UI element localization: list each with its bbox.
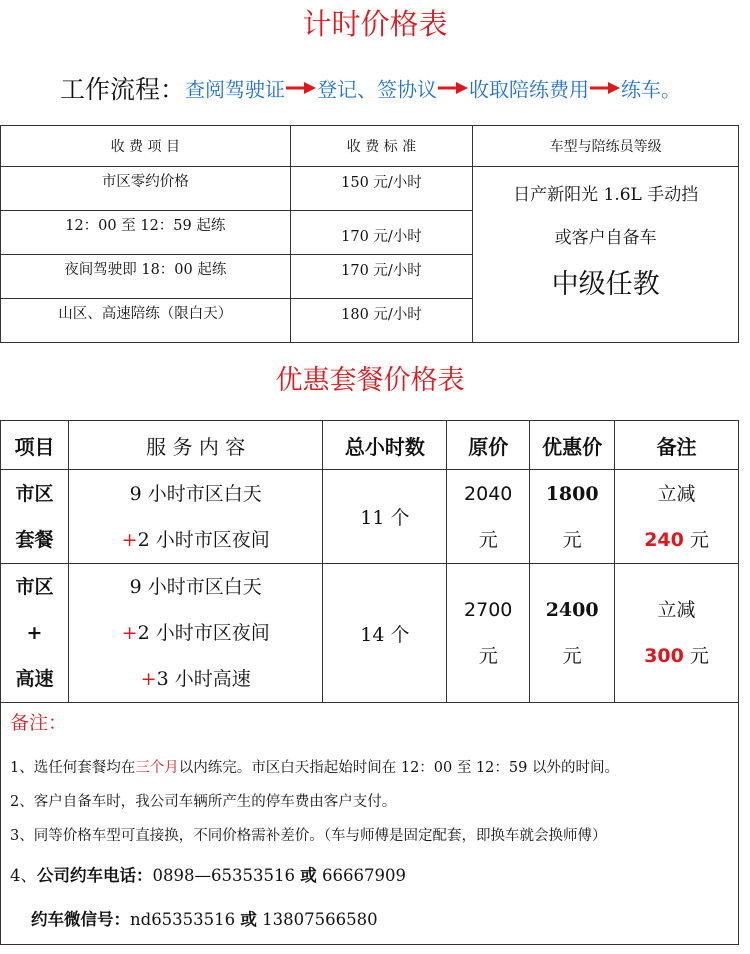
header-fee-standard: 收 费 标 准 — [290, 126, 473, 167]
service-line: +3 小时高速 — [140, 668, 251, 690]
notes-heading: 备注： — [10, 712, 68, 734]
header-car-level: 车型与陪练员等级 — [473, 126, 739, 167]
package-original-price: 2700 元 — [447, 564, 530, 703]
header-discount-price: 优惠价 — [530, 421, 615, 470]
note-1: 1、选任何套餐均在三个月以内练完。市区白天指起始时间在 12：00 至 12：59 以外的时间。 — [10, 760, 619, 776]
hourly-price-table — [0, 125, 739, 343]
header-original-price: 原价 — [447, 421, 530, 470]
car-alternative: 或客户自备车 — [554, 228, 657, 248]
package-name: 市区 套餐 — [1, 470, 69, 564]
workflow-step-2: 登记、签协议 — [317, 77, 438, 102]
note-3: 3、同等价格车型可直接换，不同价格需补差价。（车与师傅是固定配套，即换车就会换师傅） — [10, 828, 607, 844]
package-hours: 14 个 — [323, 564, 447, 703]
contact-wechat: 约车微信号：nd65353516 或 13807566580 — [31, 910, 378, 929]
fee-price: 150 元/小时 — [290, 167, 473, 211]
workflow-step-3: 收取陪练费用 — [469, 77, 590, 102]
arrow-right-icon — [286, 80, 316, 96]
fee-price: 180 元/小时 — [290, 299, 473, 343]
coach-level: 中级任教 — [551, 269, 660, 300]
package-discount-price: 1800 元 — [530, 470, 615, 564]
package-title: 优惠套餐价格表 — [275, 365, 465, 396]
package-remark: 立减 300 元 — [615, 564, 739, 703]
package-services — [68, 470, 323, 564]
header-fee-item: 收 费 项 目 — [1, 126, 291, 167]
fee-price: 170 元/小时 — [290, 255, 473, 299]
header-remark: 备注 — [615, 421, 739, 470]
fee-price: 170 元/小时 — [290, 211, 473, 255]
package-original-price: 2040 元 — [447, 470, 530, 564]
package-services — [68, 564, 323, 703]
phone-number: 66667909 — [321, 866, 406, 885]
workflow-step-4: 练车。 — [621, 77, 682, 102]
workflow-step-1: 查阅驾驶证 — [185, 77, 286, 102]
service-line: 9 小时市区白天 — [129, 576, 262, 598]
wechat-id: nd65353516 — [130, 910, 236, 929]
header-total-hours: 总小时数 — [323, 421, 447, 470]
arrow-right-icon — [438, 80, 468, 96]
car-model: 日产新阳光 1.6L 手动挡 — [513, 185, 699, 205]
contact-phone: 4、公司约车电话：0898—65353516 或 66667909 — [10, 866, 406, 885]
package-price-table — [0, 420, 739, 703]
fee-item: 山区、高速陪练（限白天） — [1, 299, 291, 343]
service-line: +2 小时市区夜间 — [121, 528, 270, 551]
workflow-label: 工作流程： — [60, 75, 186, 104]
page-title: 计时价格表 — [302, 7, 448, 41]
workflow — [60, 70, 681, 106]
fee-item: 市区零约价格 — [1, 167, 291, 211]
header-item: 项目 — [1, 421, 69, 470]
package-discount-price: 2400 元 — [530, 564, 615, 703]
wechat-id: 13807566580 — [262, 910, 378, 929]
header-service: 服 务 内 容 — [68, 421, 323, 470]
phone-number: 0898—65353516 — [152, 866, 295, 885]
car-info — [473, 167, 739, 343]
fee-item: 12：00 至 12：59 起练 — [1, 211, 291, 255]
package-remark: 立减 240 元 — [615, 470, 739, 564]
note-2: 2、客户自备车时，我公司车辆所产生的停车费由客户支付。 — [10, 794, 397, 810]
fee-item: 夜间驾驶即 18：00 起练 — [1, 255, 291, 299]
service-line: 9 小时市区白天 — [129, 482, 262, 505]
package-name: 市区 + 高速 — [1, 564, 69, 703]
service-line: +2 小时市区夜间 — [121, 622, 270, 644]
package-hours: 11 个 — [323, 470, 447, 564]
arrow-right-icon — [590, 80, 620, 96]
